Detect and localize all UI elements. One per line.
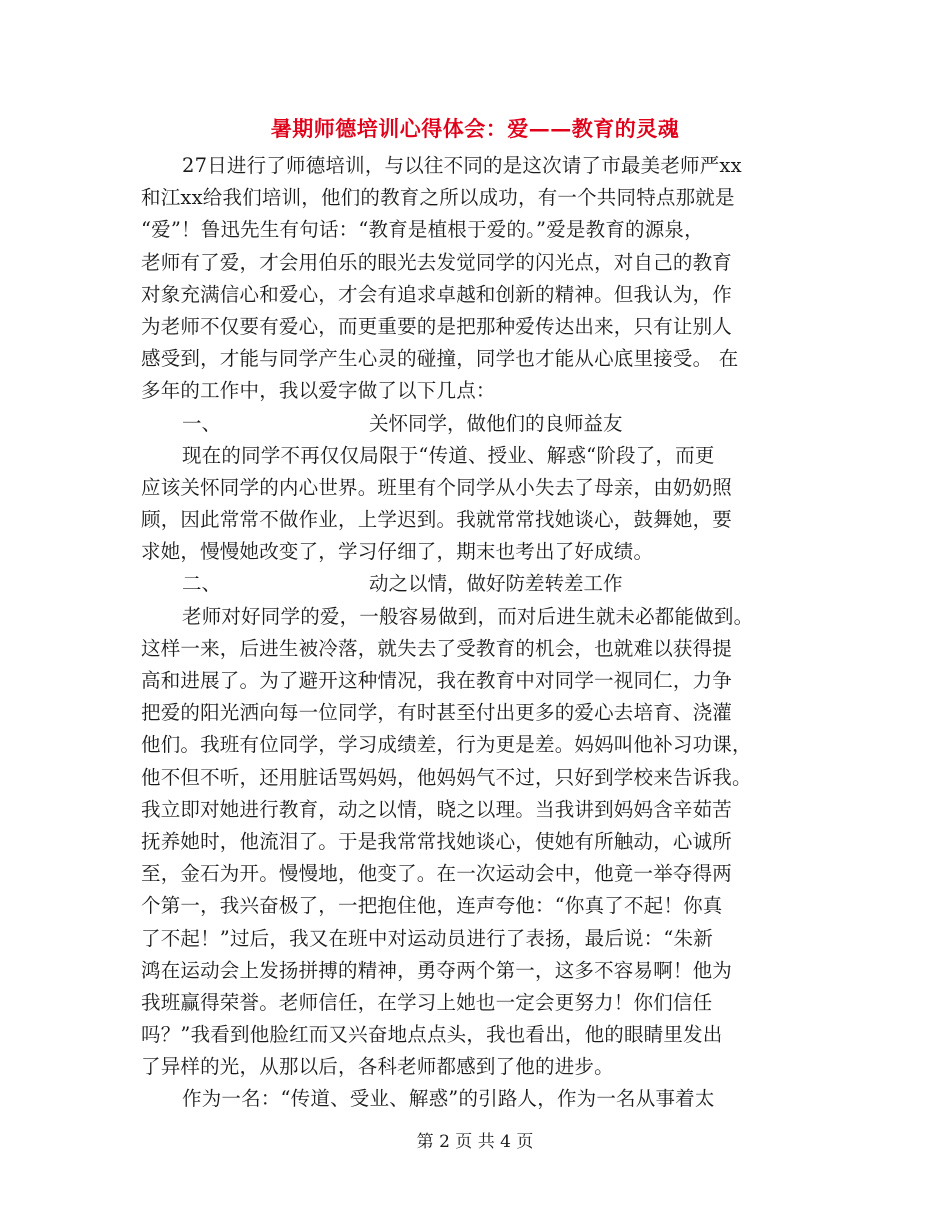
paragraph-line: 了异样的光，从那以后，各科老师都感到了他的进步。 — [141, 1055, 614, 1079]
paragraph-line: 这样一来，后进生被冷落，就失去了受教育的机会，也就难以获得提 — [141, 636, 733, 660]
paragraph-line: 老师对好同学的爱，一般容易做到，而对后进生就未必都能做到。 — [182, 604, 754, 628]
paragraph-line: 和江xx给我们培训，他们的教育之所以成功，有一个共同特点那就是 — [141, 186, 735, 210]
paragraph-line: 对象充满信心和爱心，才会有追求卓越和创新的精神。但我认为，作 — [141, 282, 733, 306]
page-title: 暑期师德培训心得体会：爱——教育的灵魂 — [270, 116, 680, 141]
paragraph-line: 感受到，才能与同学产生心灵的碰撞，同学也才能从心底里接受。 在 — [141, 347, 739, 371]
paragraph-line: 作为一名：“传道、受业、解惑”的引路人，作为一名从事着太 — [182, 1087, 715, 1111]
paragraph-line: 顾，因此常常不做作业，上学迟到。我就常常找她谈心，鼓舞她，要 — [141, 508, 733, 532]
paragraph-line: 把爱的阳光洒向每一位同学，有时甚至付出更多的爱心去培育、浇灌 — [141, 701, 733, 725]
section-heading-text: 关怀同学，做他们的良师益友 — [369, 411, 623, 435]
paragraph-line: 抚养她时，他流泪了。于是我常常找她谈心，使她有所触动，心诚所 — [141, 829, 733, 853]
paragraph-line: 了不起！”过后，我又在班中对运动员进行了表扬，最后说：“朱新 — [141, 926, 713, 950]
section-heading — [141, 568, 821, 600]
document-body — [141, 150, 821, 1116]
paragraph-line: 27日进行了师德培训，与以往不同的是这次请了市最美老师严xx — [182, 154, 742, 177]
paragraph-line: 鸿在运动会上发扬拼搏的精神，勇夺两个第一，这多不容易啊！他为 — [141, 958, 733, 982]
paragraph-line: 个第一，我兴奋极了，一把抱住他，连声夸他：“你真了不起！你真 — [141, 894, 723, 918]
paragraph-line: 为老师不仅要有爱心，而更重要的是把那种爱传达出来，只有让别人 — [141, 314, 733, 338]
section-number: 一、 — [182, 411, 222, 435]
paragraph-line: 老师有了爱，才会用伯乐的眼光去发觉同学的闪光点，对自己的教育 — [141, 250, 733, 274]
paragraph-line: 至，金石为开。慢慢地，他变了。在一次运动会中，他竟一举夺得两 — [141, 862, 733, 886]
section-number: 二、 — [182, 572, 222, 596]
paragraph-line: 他们。我班有位同学，学习成绩差，行为更是差。妈妈叫他补习功课， — [141, 733, 752, 757]
section-heading — [141, 408, 821, 440]
paragraph-line: 求她，慢慢她改变了，学习仔细了，期末也考出了好成绩。 — [141, 540, 654, 564]
paragraph-line: “爱”！鲁迅先生有句话：“教育是植根于爱的。”爱是教育的源泉， — [141, 218, 704, 242]
paragraph-line: 他不但不听，还用脏话骂妈妈，他妈妈气不过，只好到学校来告诉我。 — [141, 765, 752, 789]
paragraph-line: 高和进展了。为了避开这种情况，我在教育中对同学一视同仁，力争 — [141, 669, 733, 692]
paragraph-line: 多年的工作中，我以爱字做了以下几点： — [141, 379, 496, 403]
section-heading-text: 动之以情，做好防差转差工作 — [369, 572, 623, 596]
paragraph-line: 吗？”我看到他脸红而又兴奋地点点头，我也看出，他的眼睛里发出 — [141, 1023, 723, 1047]
paragraph-line: 我立即对她进行教育，动之以情，晓之以理。当我讲到妈妈含辛茹苦 — [141, 797, 733, 821]
paragraph-line: 我班赢得荣誉。老师信任，在学习上她也一定会更努力！你们信任 — [141, 990, 713, 1014]
paragraph-line: 应该关怀同学的内心世界。班里有个同学从小失去了母亲，由奶奶照 — [141, 475, 733, 499]
paragraph-line: 现在的同学不再仅仅局限于“传道、授业、解惑“阶段了，而更 — [182, 443, 715, 467]
page-footer: 第 2 页 共 4 页 — [416, 1132, 534, 1152]
